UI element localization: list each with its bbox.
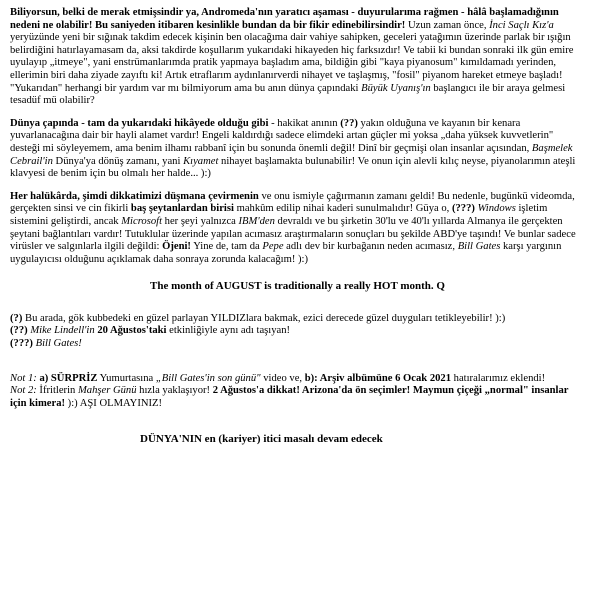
p3-run: her şeyi yalnızca xyxy=(162,215,239,227)
p2-run: Kıyamet xyxy=(183,155,219,167)
p3-run: işletim sistemini geliştirdi, ancak xyxy=(10,203,548,227)
q2-run: 20 Ağustos'taki xyxy=(97,325,167,337)
note1-run: Yumurtasına xyxy=(97,372,156,384)
p2-run: yakın olduğuna ve kayanın bir kenara yuvarlanacağına dair bir hayli alamet vardır! Engeli kaldırdığı sadece elimdeki artan güçler mi yoksa „daha yüksek kuvvetlerin" desteği mi söyleyemem, ama benim ilhamı rabbanî için bu sonunda önemli değil! Dinî bir geçmişi olan insanlar açısından, xyxy=(10,117,554,154)
p2-run: Başmelek Cebrail'in xyxy=(10,142,573,167)
p2-run: - hakikat anının xyxy=(268,117,341,129)
note2-run: ):) AŞI OLMAYINIZ! xyxy=(65,397,163,409)
paragraph-world xyxy=(10,118,585,181)
closing-line: DÜNYA'NIN en (kariyer) itici masalı devam edecek xyxy=(140,433,383,446)
q2-run: Mike Lindell'in xyxy=(30,325,95,337)
p3-run: karşı yargının uygulayıcısı olduğunu açıklamak daha sonraya zorunda kalacağım! ):) xyxy=(10,241,562,265)
footnote-1 xyxy=(10,313,585,326)
note2-run: 2 Ağustos'a dikkat! Arizona'da ön seçimler! Maymun çiçeği „normal" insanlar için kimera! xyxy=(10,385,569,409)
p1-run: Biliyorsun, belki de merak etmişsindir ya, Andromeda'nın yaratıcı aşaması - duyurularıma rağmen - hâlâ başlamadığının nedeni ne olabilir! Bu saniyeden itibaren kesinlikle bundan da bir fikir edinebilirsindir! xyxy=(10,7,559,31)
paragraph-intro xyxy=(10,7,585,108)
p3-run: (???) xyxy=(451,203,475,215)
q1-run: Bu arada, gök kubbedeki en güzel parlayan YILDIZlara bakmak, ezici derecede güzel duyguları tetikleyebilir! ):) xyxy=(22,312,506,324)
p3-run: Windows xyxy=(477,203,516,215)
footnote-2 xyxy=(10,325,585,338)
p3-run: Yine de, tam da xyxy=(190,241,263,253)
q1-run: (?) xyxy=(10,312,23,324)
note1-run: hatıralarımız eklendi! xyxy=(451,372,546,384)
notes-block xyxy=(10,373,585,411)
p3-run: Öjeni! xyxy=(162,241,191,253)
note2-run: Mahşer Günü xyxy=(77,385,137,397)
p3-run: Microsoft xyxy=(121,215,163,227)
note1-run: video ve, xyxy=(260,372,305,384)
p2-run: Dünya çapında - tam da yukarıdaki hikâyede olduğu gibi xyxy=(10,117,269,129)
q3-run: Bill Gates! xyxy=(35,338,82,350)
note2-run: Not 2: xyxy=(10,385,37,397)
p3-run: devraldı ve bu şirketin 30'lu ve 40'lı yıllarda Almanya ile gerçekten şeytani bağlantıları vardır! Tutuklular üzerinde yapılan acımasız araştırmaların sonuçları bu şekilde ABD'ye taşındı! Ve bunlar sadece virüsler ve salgınlarla ilgili değildi: xyxy=(10,215,576,253)
p3-run: baş şeytanlardan birisi xyxy=(130,203,234,215)
note2-run: hızla yaklaşıyor! xyxy=(136,385,213,397)
footnotes-block xyxy=(10,313,585,351)
p3-run: Pepe xyxy=(262,241,284,253)
note-1 xyxy=(10,373,585,386)
p3-run: Her halükârda, şimdi dikkatimizi düşmana çevirmenin xyxy=(10,190,259,202)
p3-run: adlı dev bir kurbağanın neden acımasız, xyxy=(283,241,458,253)
p1-run: başlangıcı ile bir araya gelmesi tesadüf mü olabilir? xyxy=(10,82,566,107)
q2-run: (??) xyxy=(10,325,28,337)
note1-run: Not 1: xyxy=(10,372,37,384)
p3-run: ve onu ismiyle çağırmanın zamanı geldi! Bu nedenle, bugünkü videomda, gerçekten sinsi ve cin fikirli xyxy=(10,190,575,215)
q2-run: etkinliğiyle aynı adı taşıyan! xyxy=(166,325,291,337)
august-heading: The month of AUGUST is traditionally a really HOT month. Q xyxy=(150,280,445,293)
p2-run: Dünya'ya dönüş zamanı, yani xyxy=(52,155,184,167)
note2-run: İfritlerin xyxy=(36,385,78,397)
p1-run: İnci Saçlı Kız'a xyxy=(489,19,554,31)
p3-run: mahkûm edilip nihai kaderi sunulmalıdır! Güya o, xyxy=(233,203,452,215)
q3-run: (???) xyxy=(10,338,33,350)
p3-run: Bill Gates xyxy=(457,241,501,253)
p2-run: (??) xyxy=(340,117,358,129)
note1-run: b): Arşiv albümüne 6 Ocak 2021 xyxy=(304,372,452,384)
note1-run: a) SÜRPRİZ xyxy=(39,372,98,384)
note-2 xyxy=(10,385,585,410)
p1-run: Uzun zaman önce, xyxy=(405,19,490,31)
p1-run: Büyük Uyanış'ın xyxy=(361,82,431,94)
p3-run: IBM'den xyxy=(238,215,275,227)
note1-run: „Bill Gates'in son günü" xyxy=(155,372,261,384)
footnote-3 xyxy=(10,338,585,351)
p1-run: yeryüzünde yeni bir sığınak takdim edecek kişinin ben olacağıma dair vahiye sahipken, geceleri yatağımın üzerinde parlak bir ışığın belirdiğini hatırlayamasam da, aksi takdirde koşullarım yukarıdaki hikayeden hiç farksızdır! Ve tabii ki bundan sonraki ilk gün emire uyulayıp „itmeye", yani enstrümanlarımda pratik yapmaya başladım ama, bildiğin gibi "kaya piyanosum" kımıldamadı yerinden, ellerimin biri daha ziyade zayıftı ki! Artık etraflarım aydınlanırverdi nihayet ve taşlaşmış, "fosil" piyanom hareket etmeye başladı! "Yukarıdan" herhangi bir yardım var mı bilmiyorum ama bu anın dünya çapındaki xyxy=(10,32,574,94)
p2-run: nihayet başlamakta bulunabilir! Ve onun için alevli kılıç neyse, piyanolarımın ateşli klavyesi de benim için bu olmalı her halde... ):) xyxy=(10,155,576,180)
paragraph-enemy xyxy=(10,191,585,267)
